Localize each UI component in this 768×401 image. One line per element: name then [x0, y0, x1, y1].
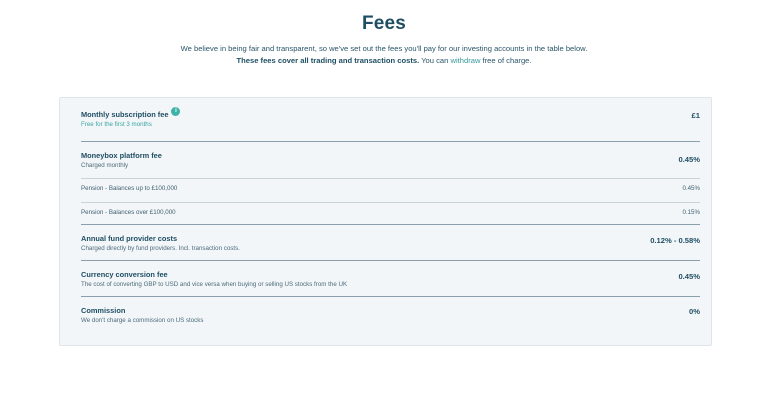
- fee-label: Commission: [81, 306, 126, 315]
- fee-row-platform: [81, 151, 700, 170]
- intro-text: [0, 43, 768, 67]
- fee-sub: Charged directly by fund providers. Incl. transaction costs.: [81, 245, 240, 252]
- fee-value: 0.45%: [678, 272, 700, 281]
- fee-value: 0.45%: [678, 155, 700, 164]
- fee-value: 0.45%: [682, 185, 700, 192]
- intro-bold-text: These fees cover all trading and transaction costs.: [236, 56, 420, 65]
- fee-sub: Charged monthly: [81, 162, 129, 169]
- row-divider: [81, 260, 700, 261]
- fee-value: £1: [691, 111, 700, 120]
- row-divider: [81, 178, 700, 179]
- withdraw-link[interactable]: withdraw: [450, 56, 481, 65]
- fee-sub: We don't charge a commission on US stocks: [81, 317, 204, 324]
- row-divider: [81, 296, 700, 297]
- fee-value: 0.15%: [682, 209, 700, 216]
- fees-table: [59, 97, 712, 346]
- intro-post-link-text: free of charge.: [480, 56, 532, 65]
- fee-row-fund-provider: [81, 234, 700, 253]
- fee-label: Pension - Balances up to £100,000: [81, 185, 178, 192]
- fee-sub: The cost of converting GBP to USD and vice versa when buying or selling US stocks from the UK: [81, 281, 348, 288]
- fee-row-monthly-subscription: [81, 110, 700, 129]
- fee-label: Moneybox platform fee: [81, 151, 162, 160]
- fee-row-pension-high: [81, 209, 700, 216]
- fee-label: Currency conversion fee: [81, 270, 168, 279]
- fee-row-commission: [81, 306, 700, 325]
- intro-pre-link-text: You can: [419, 56, 451, 65]
- fee-label: Pension - Balances over £100,000: [81, 209, 176, 216]
- fee-label: Annual fund provider costs: [81, 234, 178, 243]
- row-divider: [81, 224, 700, 225]
- intro-line-2: [0, 55, 768, 67]
- row-divider: [81, 202, 700, 203]
- page-title: Fees: [361, 13, 407, 34]
- fee-row-pension-low: [81, 185, 700, 192]
- fee-value: 0%: [689, 307, 700, 316]
- intro-line-1: We believe in being fair and transparent, so we've set out the fees you'll pay for our investing accounts in the table below.: [180, 44, 588, 53]
- fee-row-currency-conversion: [81, 270, 700, 289]
- info-icon[interactable]: i: [171, 107, 180, 116]
- fee-label: Monthly subscription fee i: [81, 110, 700, 120]
- fee-sub: Free for the first 3 months: [81, 121, 152, 128]
- fee-value: 0.12% - 0.58%: [650, 236, 700, 245]
- row-divider: [81, 141, 700, 142]
